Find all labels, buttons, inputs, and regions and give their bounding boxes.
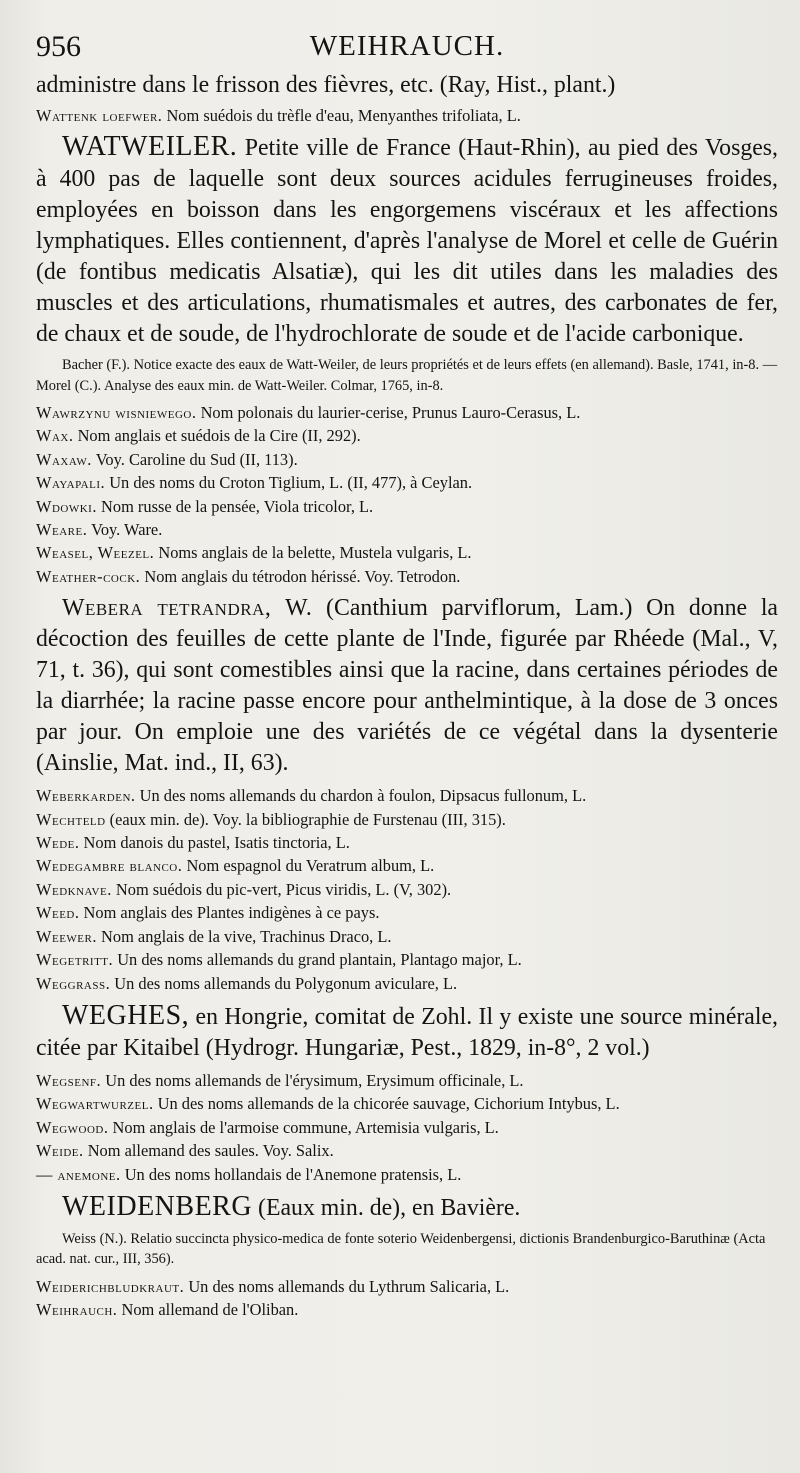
bibliography-watweiler: Bacher (F.). Notice exacte des eaux de Watt-Weiler, de leurs propriétés et de leurs effets (en allemand). Basle, 1741, in-8. — Morel (C.). Analyse des eaux min. de Watt-Weiler. Colmar, 1765, in-8.: [36, 357, 778, 394]
entry-wax: Wax. Nom anglais et suédois de la Cire (II, 292).: [36, 426, 361, 446]
entry-waxaw: Waxaw. Voy. Caroline du Sud (II, 113).: [36, 449, 298, 469]
entry-weide-anemone: — anemone. Un des noms hollandais de l'Anemone pratensis, L.: [36, 1164, 462, 1184]
entry-weasel: Weasel, Weezel. Noms anglais de la belette, Mustela vulgaris, L.: [36, 543, 472, 563]
entry-weihrauch: Weihrauch. Nom allemand de l'Oliban.: [36, 1299, 299, 1319]
entry-watweiler: WATWEILER. Petite ville de France (Haut-Rhin), au pied des Vosges, à 400 pas de laquelle sont deux sources acidules ferrugineuses froides, employées en boisson dans les engorgemens viscéraux et les affections lymphatiques. Elles contiennent, d'après l'analyse de Morel et celle de Guérin (de fontibus medicatis Alsatiæ), qui les dit utiles dans les maladies des muscles et des articulations, rhumatismales et autres, des carbonates de fer, de chaux et de soude, de l'hydrochlorate de soude et de l'acide carbonique.: [36, 131, 778, 348]
bibliography-weidenberg: Weiss (N.). Relatio succincta physico-medica de fonte soterio Weidenbergensi, dictionis Brandenburgico-Baruthinæ (Acta acad. nat. cur., III, 356).: [36, 1230, 766, 1268]
entry-weiderichbludkraut: Weiderichbludkraut. Un des noms allemands du Lythrum Salicaria, L.: [36, 1276, 510, 1296]
running-head: WEIHRAUCH.: [309, 30, 505, 62]
entry-wede: Wede. Nom danois du pastel, Isatis tinctoria, L.: [36, 833, 350, 853]
short-entries-block-1: [36, 401, 778, 588]
short-entries-block-3: [36, 1069, 778, 1186]
entry-weide: Weide. Nom allemand des saules. Voy. Salix.: [36, 1141, 334, 1161]
entry-wedknave: Wedknave. Nom suédois du pic-vert, Picus viridis, L. (V, 302).: [36, 879, 452, 899]
page-number: 956: [36, 30, 81, 63]
entry-weewer: Weewer. Nom anglais de la vive, Trachinus Draco, L.: [36, 926, 392, 946]
short-entries-block-4: [36, 1275, 778, 1322]
entry-wedegambre: Wedegambre blanco. Nom espagnol du Veratrum album, L.: [36, 856, 435, 876]
page-header: [36, 30, 778, 70]
short-entries-block-2: [36, 784, 778, 995]
entry-wegwood: Wegwood. Nom anglais de l'armoise commune, Artemisia vulgaris, L.: [36, 1117, 499, 1137]
entry-weggrass: Weggrass. Un des noms allemands du Polygonum aviculare, L.: [36, 973, 458, 993]
entry-weare: Weare. Voy. Ware.: [36, 520, 163, 540]
entry-continuation: administre dans le frisson des fièvres, etc. (Ray, Hist., plant.): [36, 72, 616, 98]
entry-wattenk: Wattenk loefwer. Nom suédois du trèfle d'eau, Menyanthes trifoliata, L.: [36, 106, 521, 125]
entry-webera: Webera tetrandra, W. (Canthium parviflorum, Lam.) On donne la décoction des feuilles de cette plante de l'Inde, figurée par Rhéede (Mal., V, 71, t. 36), qui sont comestibles ainsi que la racine, dans certaines périodes de la diarrhée; la racine passe encore pour anthelmintique, à la dose de 3 onces par jour. On emploie une des variétés de ce végétal dans la dysenterie (Ainslie, Mat. ind., II, 63).: [36, 595, 778, 777]
entry-weberkarden: Weberkarden. Un des noms allemands du chardon à foulon, Dipsacus fullonum, L.: [36, 786, 587, 806]
entry-weghes: WEGHES, en Hongrie, comitat de Zohl. Il y existe une source minérale, citée par Kitaibel (Hydrogr. Hungariæ, Pest., 1829, in-8°, 2 vol.): [36, 999, 778, 1061]
entry-wayapali: Wayapali. Un des noms du Croton Tiglium, L. (II, 477), à Ceylan.: [36, 473, 473, 493]
entry-wegetritt: Wegetritt. Un des noms allemands du grand plantain, Plantago major, L.: [36, 950, 522, 970]
entry-weather-cock: Weather-cock. Nom anglais du tétrodon hérissé. Voy. Tetrodon.: [36, 566, 461, 586]
entry-wegwartwurzel: Wegwartwurzel. Un des noms allemands de la chicorée sauvage, Cichorium Intybus, L.: [36, 1094, 620, 1114]
entry-wdowki: Wdowki. Nom russe de la pensée, Viola tricolor, L.: [36, 496, 374, 516]
entry-wegsenf: Wegsenf. Un des noms allemands de l'érysimum, Erysimum officinale, L.: [36, 1070, 524, 1090]
entry-weed: Weed. Nom anglais des Plantes indigènes à ce pays.: [36, 903, 380, 923]
entry-weidenberg: WEIDENBERG (Eaux min. de), en Bavière.: [62, 1190, 521, 1222]
entry-wechteld: Wechteld (eaux min. de). Voy. la bibliographie de Furstenau (III, 315).: [36, 809, 506, 829]
entry-wawrzynu: Wawrzynu wisniewego. Nom polonais du laurier-cerise, Prunus Lauro-Cerasus, L.: [36, 403, 581, 422]
